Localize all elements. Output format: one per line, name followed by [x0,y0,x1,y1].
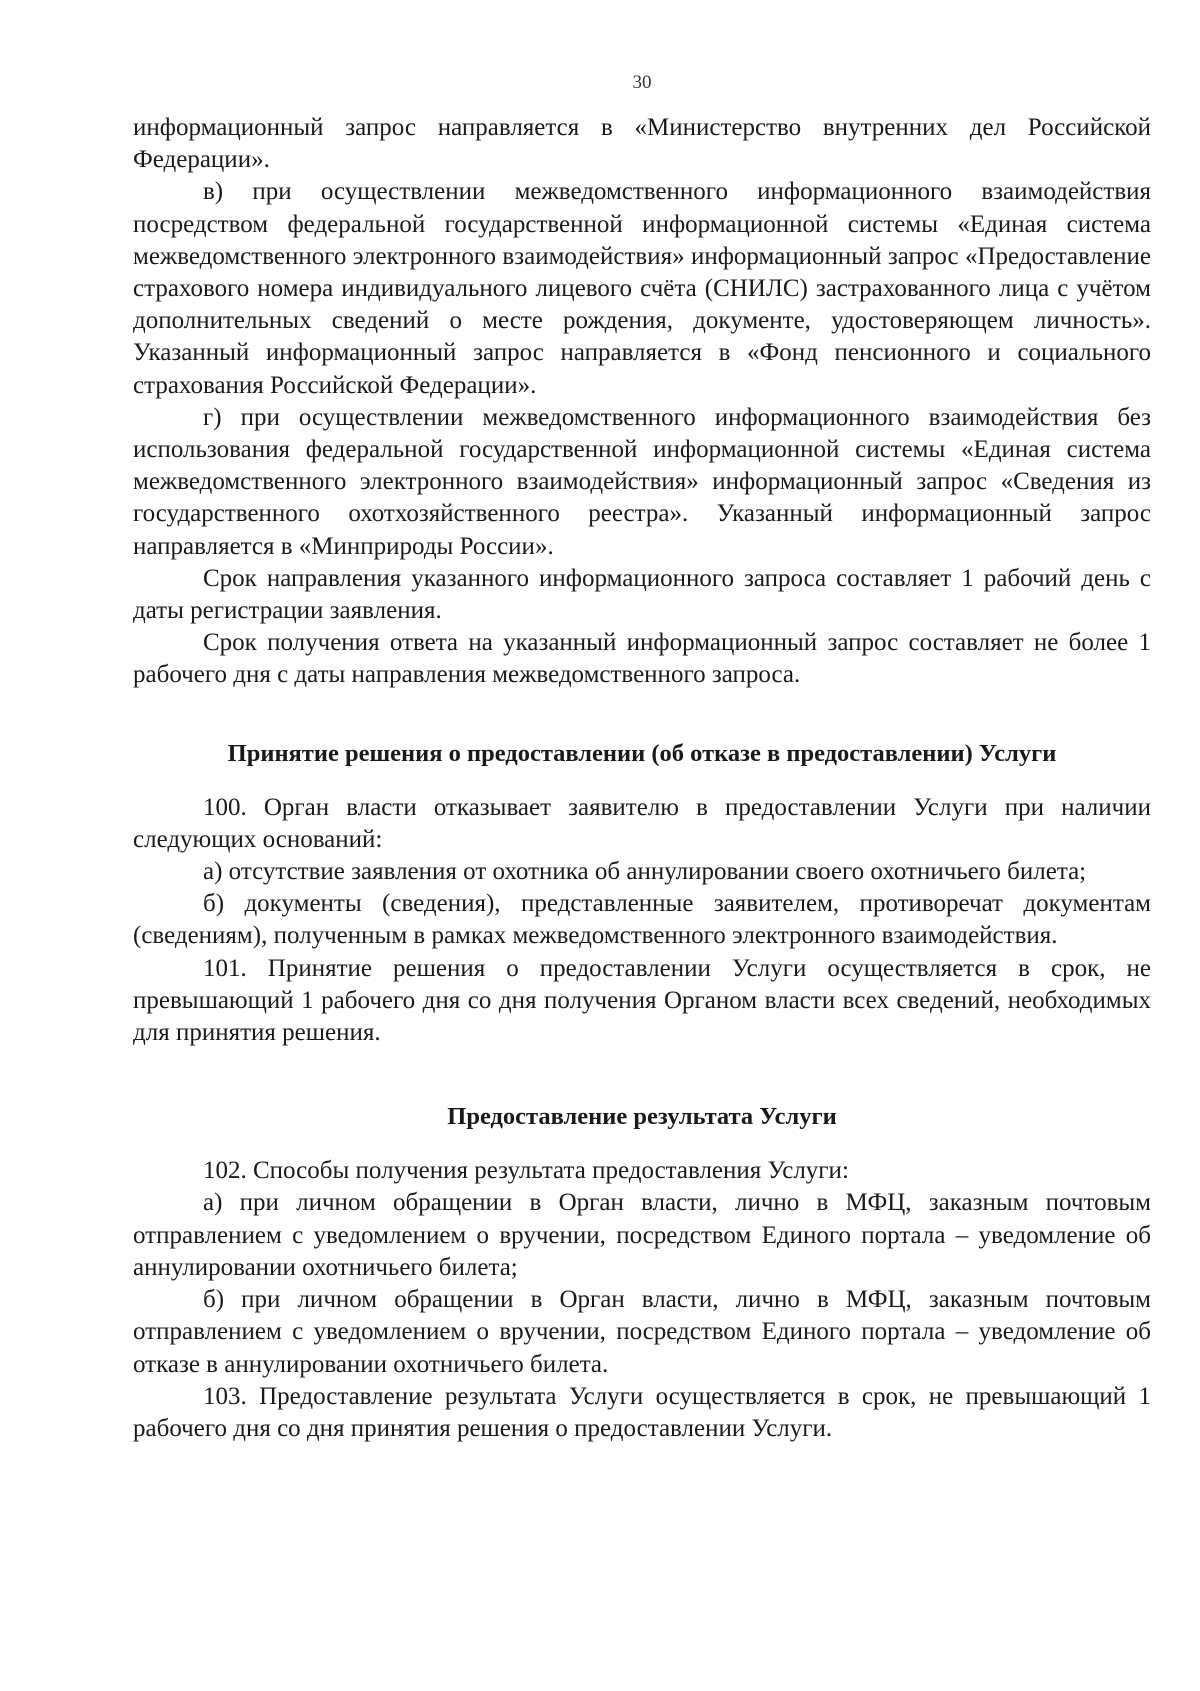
paragraph-100: 100. Орган власти отказывает заявителю в предоставлении Услуги при наличии следующих оснований: [133,793,1151,853]
paragraph-101: 101. Принятие решения о предоставлении Услуги осуществляется в срок, не превышающий 1 рабочего дня со дня получения Органом власти всех сведений, необходимых для принятия решения. [133,954,1151,1047]
paragraph-102-a: а) при личном обращении в Орган власти, лично в МФЦ, заказным почтовым отправлением с уведомлением о вручении, посредством Единого портала – уведомление об аннулировании охотничьего билета; [133,1189,1151,1281]
paragraph-102-b: б) при личном обращении в Орган власти, лично в МФЦ, заказным почтовым отправлением с уведомлением о вручении, посредством Единого портала – уведомление об отказе в аннулировании охотничьего билета. [133,1286,1151,1378]
paragraph-102: 102. Способы получения результата предоставления Услуги: [203,1157,849,1185]
paragraph-response-deadline: Срок получения ответа на указанный информационный запрос составляет не более 1 рабочего дня с даты направления межведомственного запроса. [133,629,1151,689]
paragraph-103: 103. Предоставление результата Услуги осуществляется в срок, не превышающий 1 рабочего дня со дня принятия решения о предоставлении Услуги. [133,1382,1151,1442]
paragraph-request-deadline: Срок направления указанного информационного запроса составляет 1 рабочий день с даты регистрации заявления. [133,564,1151,625]
section-heading-result: Предоставление результата Услуги [447,1103,837,1131]
page-number: 30 [632,72,652,93]
paragraph-100-b: б) документы (сведения), представленные заявителем, противоречат документам (сведениям), полученным в рамках межведомственного электронного взаимодействия. [133,890,1151,950]
paragraph-continuation: информационный запрос направляется в «Министерство внутренних дел Российской Федерации». [133,114,1151,174]
paragraph-100-a: а) отсутствие заявления от охотника об аннулировании своего охотничьего билета; [203,858,1087,886]
paragraph-item-v: в) при осуществлении межведомственного информационного взаимодействия посредством федеральной государственной информационной системы «Единая система межведомственного электронного взаимодействия» информационный запрос «Предоставление страхового номера индивидуального лицевого счёта (СНИЛС) застрахованного лица с учётом дополнительных сведений о месте рождения, документе, удостоверяющем личность». Указанный информационный запрос направляется в «Фонд пенсионного и социального страхования Российской Федерации». [133,178,1151,399]
paragraph-item-g: г) при осуществлении межведомственного информационного взаимодействия без использования федеральной государственной информационной системы «Единая система межведомственного электронного взаимодействия» информационный запрос «Сведения из государственного охотхозяйственного реестра». Указанный информационный запрос направляется в «Минприроды России». [133,403,1151,560]
section-heading-decision: Принятие решения о предоставлении (об отказе в предоставлении) Услуги [227,739,1057,767]
document-page [133,72,1151,1445]
